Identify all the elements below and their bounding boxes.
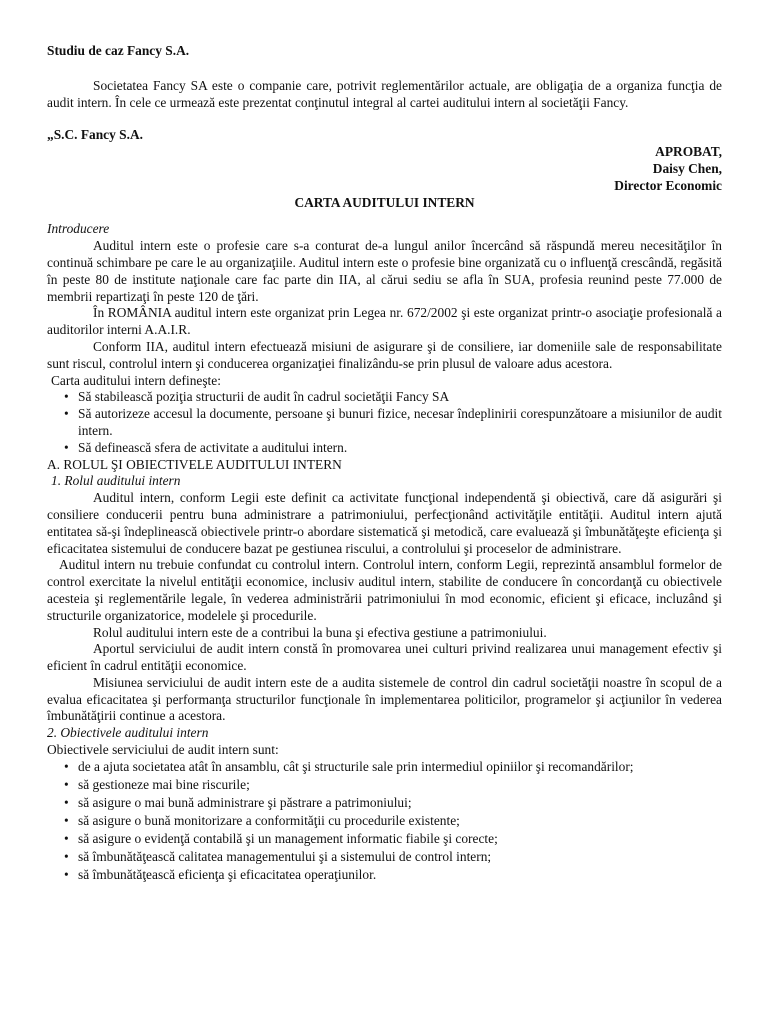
approver-role: Director Economic (614, 177, 722, 193)
obiective-heading: 2. Obiectivele auditului intern (47, 725, 209, 741)
section-a-heading: A. ROLUL ŞI OBIECTIVELE AUDITULUI INTERN (47, 456, 342, 472)
list-item: • să îmbunătăţească calitatea managementului şi a sistemului de control intern; (47, 849, 722, 866)
list-item: • să asigure o evidenţă contabilă şi un management informatic fiabile şi corecte; (47, 831, 722, 848)
rol-paragraph: Rolul auditului intern este de a contribui la buna şi efectiva gestiune a patrimoniului. (93, 624, 547, 640)
intro-paragraph: Societatea Fancy SA este o companie care, potrivit reglementărilor actuale, are obligaţia de a organiza funcţia de audit intern. În cele ce urmează este prezentat conţinutul integral al cartei auditului intern al societăţii Fancy. (47, 77, 722, 110)
list-item: • Să stabilească poziţia structurii de audit în cadrul societăţii Fancy SA (47, 389, 722, 406)
charter-title: CARTA AUDITULUI INTERN (294, 194, 475, 210)
introducere-heading: Introducere (47, 221, 110, 237)
obiective-intro: Obiectivele serviciului de audit intern sunt: (47, 742, 279, 758)
defines-list (47, 389, 722, 456)
list-item: • să asigure o bună monitorizare a conformităţii cu procedurile existente; (47, 813, 722, 830)
approval-block (47, 144, 722, 194)
case-study-title: Studiu de caz Fancy S.A. (47, 43, 190, 58)
defines-line: Carta auditului intern defineşte: (51, 372, 221, 388)
rol-paragraph: Auditul intern nu trebuie confundat cu controlul intern. Controlul intern, conform Legii, reprezintă ansamblul formelor de control exercitate la nivelul entităţii economice, inclusiv auditul intern, stabilite de conducere în concordanţă cu obiectivele acesteia şi reglementările legale, în vederea administrării patrimoniului în mod economic, eficient şi eficace, incluzând şi structurile organizatorice, modelele şi procedurile. (47, 557, 722, 623)
company-name: „S.C. Fancy S.A. (47, 127, 143, 143)
introducere-paragraph: În ROMÂNIA auditul intern este organizat prin Legea nr. 672/2002 şi este organizat printr-o asociaţie profesională a auditorilor interni A.A.I.R. (47, 305, 722, 338)
document-page (47, 43, 722, 885)
introducere-paragraph: Conform IIA, auditul intern efectuează misiuni de asigurare şi de consiliere, iar domeniile sale de responsabilitate sunt riscul, controlul intern şi conducerea organizaţiei finalizându-se prin plusul de valoare adus acestora. (47, 338, 722, 371)
obiective-list (47, 759, 722, 884)
list-item: • să gestioneze mai bine riscurile; (47, 777, 722, 794)
introducere-paragraph: Auditul intern este o profesie care s-a conturat de-a lungul anilor încercând să răspundă mereu necesităţilor în continuă schimbare pe care le au organizaţiile. Auditul intern este o profesie bine organizată cu o influenţă crescândă, regăsită în peste 80 de institute naţionale care fac parte din IIA, al cărui sediu se afla în SUA, profesia reunind peste 77.000 de membrii repartizaţi în peste 120 de ţări. (47, 238, 722, 304)
list-item: • să îmbunătăţească eficienţa şi eficacitatea operaţiunilor. (47, 867, 722, 884)
approval-line: APROBAT, (655, 144, 722, 160)
list-item: • să asigure o mai bună administrare şi păstrare a patrimoniului; (47, 795, 722, 812)
list-item: • Să autorizeze accesul la documente, persoane şi bunuri fizice, necesar îndeplinirii corespunzătoare a misiunilor de audit intern. (47, 406, 722, 440)
rol-heading: 1. Rolul auditului intern (51, 473, 181, 489)
rol-paragraph: Auditul intern, conform Legii este definit ca activitate funcţional independentă şi obiectivă, care dă asigurări şi consiliere conducerii pentru buna administrare a patrimoniului, perfecţionând activităţile entităţii. Auditul intern ajută entitatea să-şi îndeplinească obiectivele printr-o abordare sistematică şi metodică, care evaluează şi îmbunătăţeşte eficienţa şi eficacitatea sistemului de conducere bazat pe gestiunea riscului, a controlului şi proceselor de administrare. (47, 490, 722, 556)
list-item: • Să definească sfera de activitate a auditului intern. (47, 440, 722, 457)
rol-paragraph: Misiunea serviciului de audit intern este de a audita sistemele de control din cadrul societăţii noastre în scopul de a evalua eficacitatea şi performanţa structurilor funcţionale în implementarea politicilor, programelor şi acţiunilor în vederea îmbunătăţirii continue a acestora. (47, 674, 722, 724)
rol-paragraph: Aportul serviciului de audit intern constă în promovarea unei culturi privind realizarea unui management efectiv şi eficient în cadrul entităţii economice. (47, 641, 722, 674)
approver-name: Daisy Chen, (652, 160, 722, 176)
list-item: • de a ajuta societatea atât în ansamblu, cât şi structurile sale prin intermediul opiniilor şi recomandărilor; (47, 759, 722, 776)
